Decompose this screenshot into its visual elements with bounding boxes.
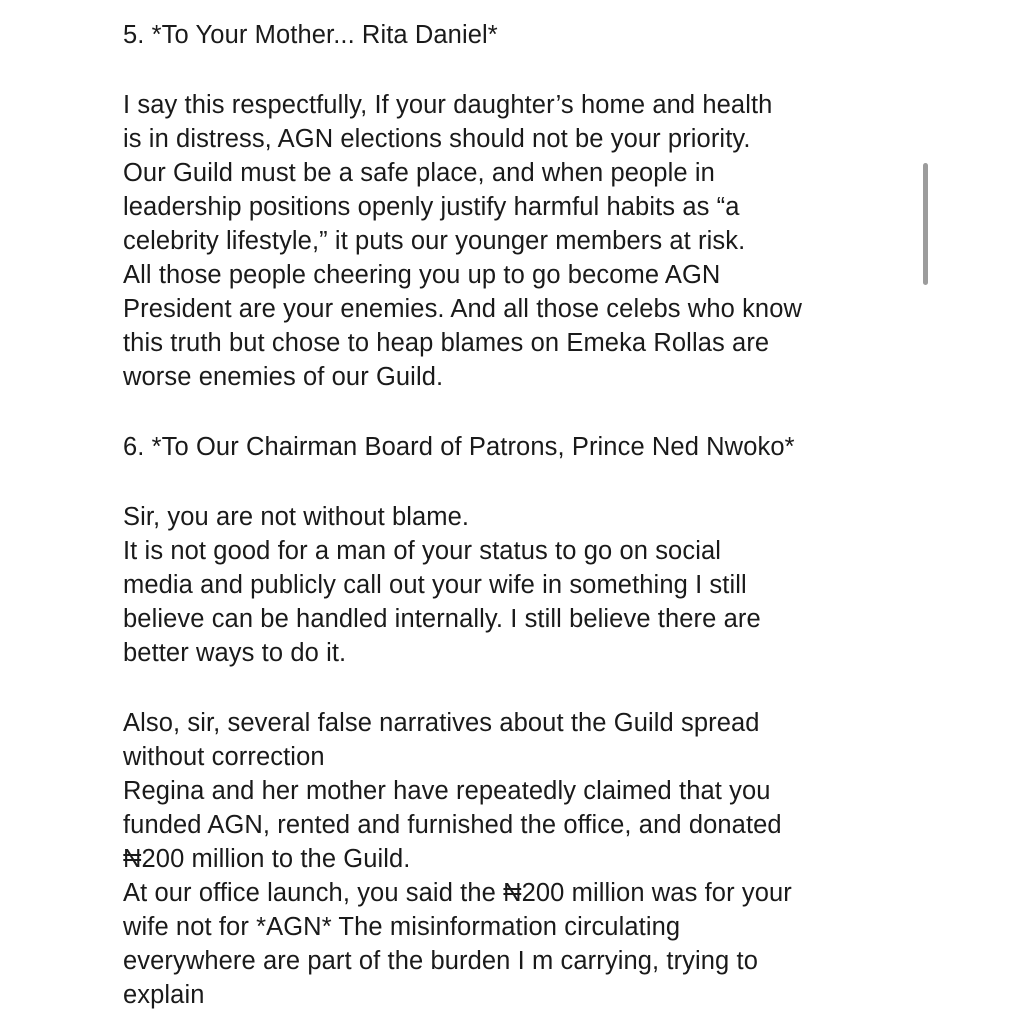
section-6-paragraph-2 [123, 706, 923, 1012]
text-line: At our office launch, you said the ₦200 million was for your [123, 879, 792, 907]
text-line: Also, sir, several false narratives about the Guild spread [123, 709, 760, 737]
text-line: Sir, you are not without blame. [123, 503, 470, 531]
text-line: worse enemies of our Guild. [123, 363, 444, 391]
vertical-scrollbar-thumb[interactable] [923, 163, 928, 285]
paragraph-gap [123, 394, 923, 430]
text-line: All those people cheering you up to go become AGN [123, 261, 721, 289]
text-line: is in distress, AGN elections should not be your priority. [123, 125, 751, 153]
document-body [123, 18, 923, 1012]
text-line: I say this respectfully, If your daughter’s home and health [123, 91, 773, 119]
text-line: funded AGN, rented and furnished the office, and donated [123, 811, 782, 839]
paragraph-gap [123, 52, 923, 88]
text-line: Our Guild must be a safe place, and when people in [123, 159, 715, 187]
text-line: ₦200 million to the Guild. [123, 845, 411, 873]
text-line: It is not good for a man of your status to go on social [123, 537, 722, 565]
text-line: wife not for *AGN* The misinformation circulating [123, 913, 681, 941]
text-line: leadership positions openly justify harmful habits as “a [123, 193, 740, 221]
text-line: explain [123, 981, 205, 1009]
section-6-paragraph-1 [123, 500, 923, 670]
text-line: Regina and her mother have repeatedly claimed that you [123, 777, 771, 805]
section-6-heading: 6. *To Our Chairman Board of Patrons, Prince Ned Nwoko* [123, 433, 795, 461]
text-line: believe can be handled internally. I still believe there are [123, 605, 761, 633]
text-line: everywhere are part of the burden I m carrying, trying to [123, 947, 758, 975]
text-line: this truth but chose to heap blames on Emeka Rollas are [123, 329, 770, 357]
section-5-heading: 5. *To Your Mother... Rita Daniel* [123, 21, 498, 49]
paragraph-gap [123, 464, 923, 500]
text-line: President are your enemies. And all those celebs who know [123, 295, 802, 323]
text-line: without correction [123, 743, 325, 771]
text-line: media and publicly call out your wife in something I still [123, 571, 747, 599]
text-line: celebrity lifestyle,” it puts our younger members at risk. [123, 227, 746, 255]
paragraph-gap [123, 670, 923, 706]
text-line: better ways to do it. [123, 639, 347, 667]
section-5-paragraph [123, 88, 923, 394]
